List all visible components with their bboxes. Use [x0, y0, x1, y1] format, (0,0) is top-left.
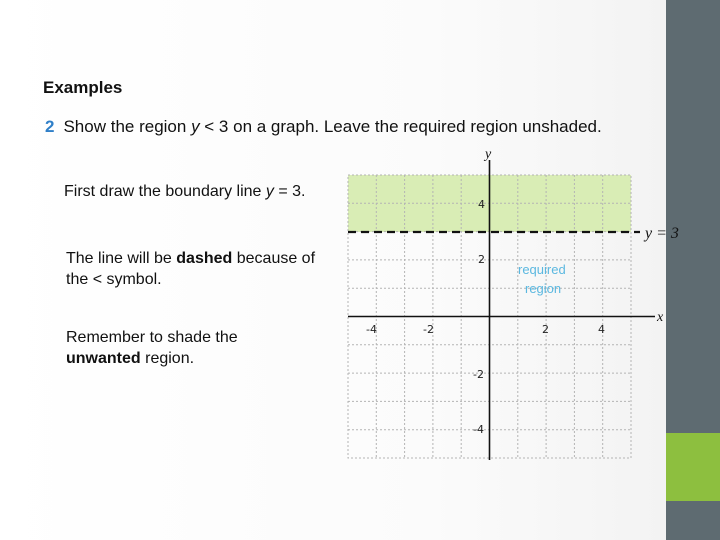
note1-text-end: = 3. [273, 183, 306, 200]
section-title: Examples [43, 78, 123, 97]
note3-emphasis: unwanted [66, 350, 141, 367]
x-tick-label: 2 [542, 323, 549, 336]
y-tick-label: -4 [473, 423, 484, 436]
question-text-start: Show the region [63, 117, 192, 136]
note3-text: Remember to shade the [66, 329, 238, 346]
note2-emphasis: dashed [176, 250, 233, 267]
y-tick-label: 2 [478, 253, 485, 266]
x-axis-label: x [657, 310, 664, 325]
question-text-end: < 3 on a graph. Leave the required region unshaded. [199, 117, 602, 136]
required-region-label-line1: required [518, 262, 566, 277]
note3-text-end: region. [140, 350, 195, 367]
required-region-label-line2: region [525, 281, 562, 296]
note2-text: The line will be [66, 250, 177, 267]
x-tick-label: 4 [598, 323, 605, 336]
question-variable: y [191, 117, 200, 136]
y-tick-label: -2 [473, 368, 484, 381]
x-tick-label: -4 [366, 323, 377, 336]
boundary-label: y = 3 [645, 225, 679, 242]
note1-variable: y [265, 183, 274, 200]
question-number: 2 [45, 117, 55, 136]
y-axis-label: y [485, 147, 492, 162]
note2-text-end: because of the < symbol. [66, 250, 316, 288]
x-tick-label: -2 [423, 323, 434, 336]
y-tick-label: 4 [478, 198, 485, 211]
note1-text: First draw the boundary line [64, 183, 266, 200]
